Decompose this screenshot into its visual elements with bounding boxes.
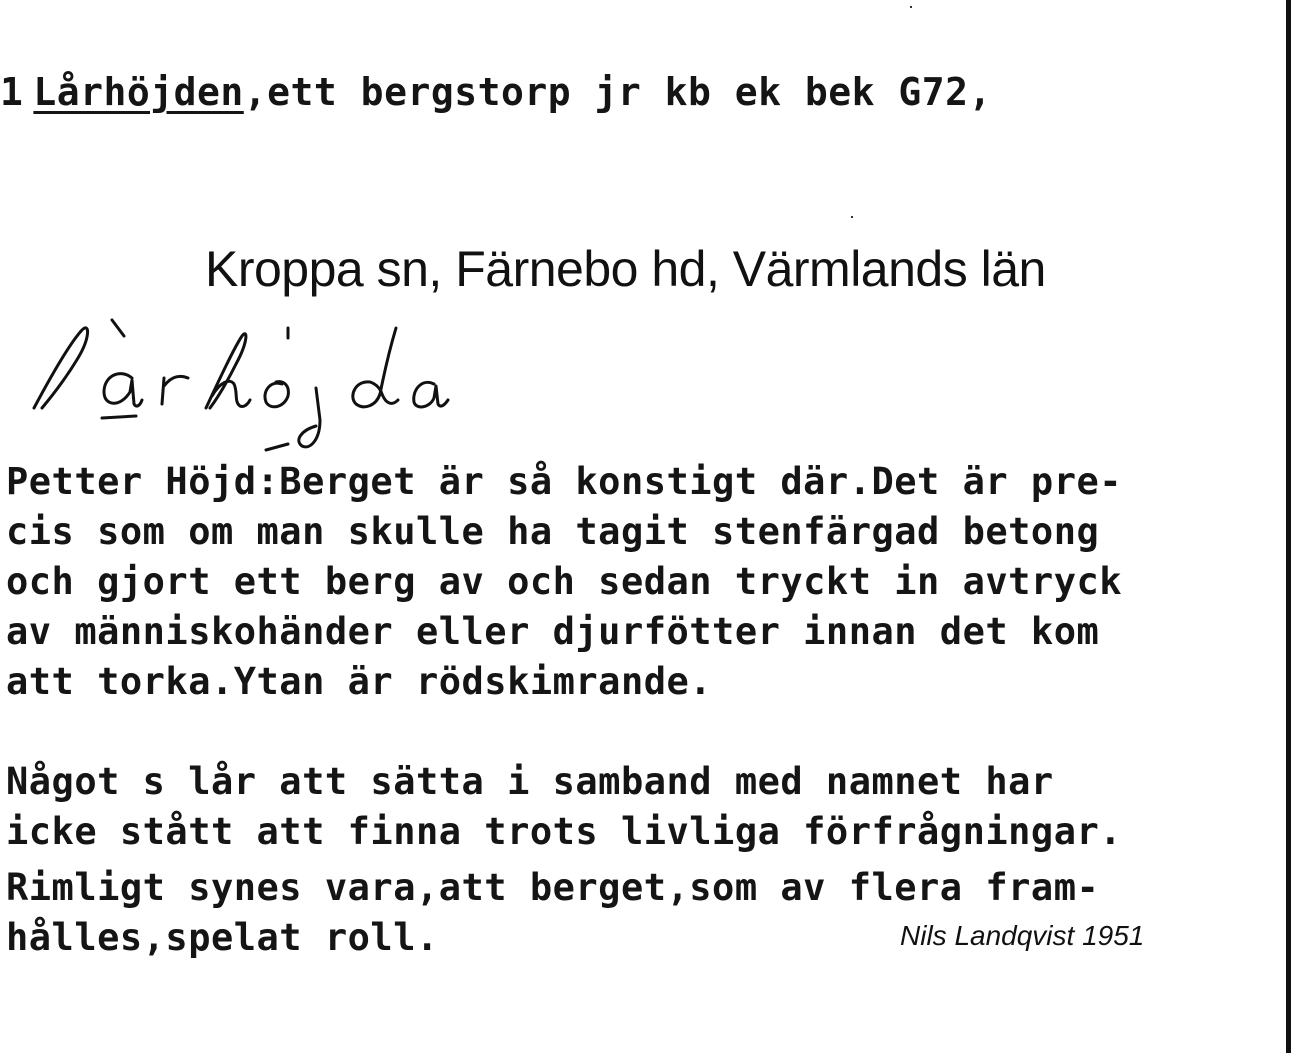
handwritten-form	[20, 308, 490, 458]
card-edge-line	[1286, 0, 1291, 1053]
paragraph1-line: av människohänder eller djurfötter innan det kom	[6, 610, 1100, 653]
place-name: Lårhöjden	[33, 70, 244, 114]
paragraph1-line: Petter Höjd:Berget är så konstigt där.Det är pre-	[6, 460, 1123, 503]
speck	[910, 6, 912, 8]
signature: Nils Landqvist 1951	[900, 920, 1145, 951]
location-stamp: Kroppa sn, Färnebo hd, Värmlands län	[205, 241, 1046, 297]
speck	[851, 216, 853, 218]
paragraph2-line: Något s lår att sätta i samband med namnet har	[6, 760, 1054, 803]
paragraph1-line: cis som om man skulle ha tagit stenfärgad betong	[6, 510, 1100, 553]
heading-description: ,ett bergstorp jr kb ek bek G72,	[243, 70, 992, 114]
paragraph2-line: icke stått att finna trots livliga förfrågningar.	[6, 810, 1123, 853]
paragraph1-line: att torka.Ytan är rödskimrande.	[6, 660, 713, 703]
paragraph2-line: Rimligt synes vara,att berget,som av flera fram-	[6, 866, 1100, 909]
card-number: 1	[0, 70, 24, 114]
paragraph2-line: hålles,spelat roll.	[6, 916, 439, 959]
paragraph1-line: och gjort ett berg av och sedan tryckt in avtryck	[6, 560, 1123, 603]
card-heading	[0, 70, 992, 114]
